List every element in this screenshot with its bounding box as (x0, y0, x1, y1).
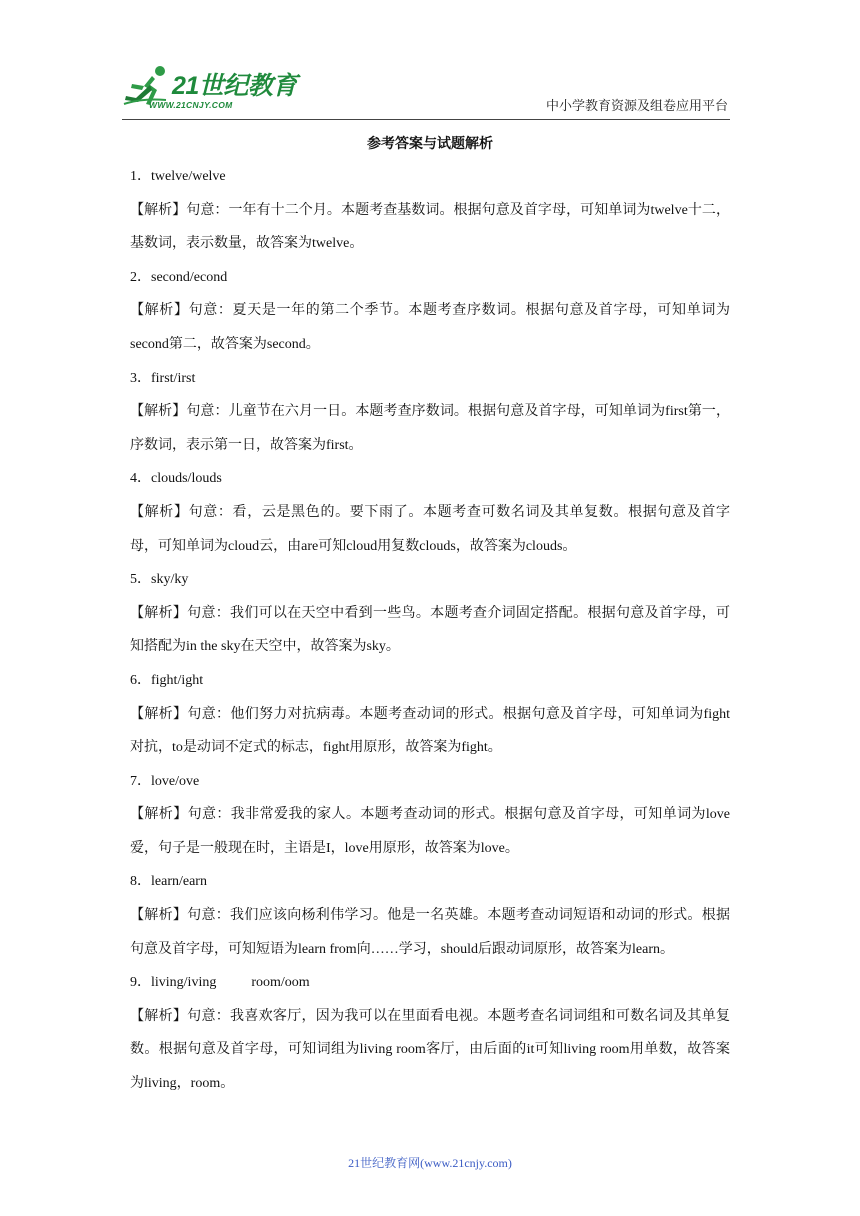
explanation: 【解析】句意：一年有十二个月。本题考查基数词。根据句意及首字母，可知单词为twelve十二，基数词，表示数量，故答案为twelve。 (130, 202, 730, 252)
answer-list (130, 160, 730, 1101)
platform-name: 中小学教育资源及组卷应用平台 (545, 99, 728, 114)
explanation: 【解析】句意：他们努力对抗病毒。本题考查动词的形式。根据句意及首字母，可知单词为fight对抗，to是动词不定式的标志，fight用原形，故答案为fight。 (130, 706, 730, 756)
explanation: 【解析】句意：我喜欢客厅，因为我可以在里面看电视。本题考查名词词组和可数名词及其单复数。根据句意及首字母，可知词组为living room客厅，由后面的it可知living room用单数，故答案为living，room。 (130, 1008, 730, 1092)
explanation: 【解析】句意：看，云是黑色的。要下雨了。本题考查可数名词及其单复数。根据句意及首字母，可知单词为cloud云，由are可知cloud用复数clouds，故答案为clouds。 (130, 504, 730, 554)
answer-line: 2．second/econd (130, 269, 228, 285)
answer-line: 8．learn/earn (130, 874, 207, 890)
answer-item (130, 563, 730, 664)
answer-item (130, 664, 730, 765)
answer-item (130, 261, 730, 362)
answer-line: 9．living/iving room/oom (130, 975, 310, 991)
explanation: 【解析】句意：儿童节在六月一日。本题考查序数词。根据句意及首字母，可知单词为first第一，序数词，表示第一日，故答案为first。 (130, 404, 730, 453)
answer-item (130, 865, 730, 966)
page-footer: 21世纪教育网(www.21cnjy.com) (348, 1156, 512, 1170)
explanation: 【解析】句意：我们可以在天空中看到一些鸟。本题考查介词固定搭配。根据句意及首字母，可知搭配为in the sky在天空中，故答案为sky。 (130, 605, 730, 655)
explanation: 【解析】句意：我们应该向杨利伟学习。他是一名英雄。本题考查动词短语和动词的形式。根据句意及首字母，可知短语为learn from向……学习，should后跟动词原形，故答案为learn。 (130, 908, 730, 957)
answer-item (130, 966, 730, 1100)
answer-line: 5．sky/ky (130, 572, 189, 588)
explanation: 【解析】句意：我非常爱我的家人。本题考查动词的形式。根据句意及首字母，可知单词为love爱，句子是一般现在时，主语是I，love用原形，故答案为love。 (130, 807, 730, 856)
logo-url: WWW.21CNJY.COM (149, 100, 233, 110)
header-divider (122, 119, 730, 120)
page-title: 参考答案与试题解析 (367, 136, 493, 152)
answer-line: 6．fight/ight (130, 672, 204, 688)
page-header (0, 0, 860, 125)
answer-line: 1．twelve/welve (130, 169, 226, 184)
logo-text: 21世纪教育 (172, 72, 297, 100)
explanation: 【解析】句意：夏天是一年的第二个季节。本题考查序数词。根据句意及首字母，可知单词为second第二，故答案为second。 (130, 303, 730, 352)
answer-item (130, 462, 730, 563)
answer-line: 7．love/ove (130, 773, 200, 789)
logo (122, 64, 302, 114)
answer-item (130, 765, 730, 866)
answer-item (130, 160, 730, 261)
answer-item (130, 362, 730, 463)
answer-line: 4．clouds/louds (130, 471, 222, 487)
answer-line: 3．first/irst (130, 370, 196, 386)
